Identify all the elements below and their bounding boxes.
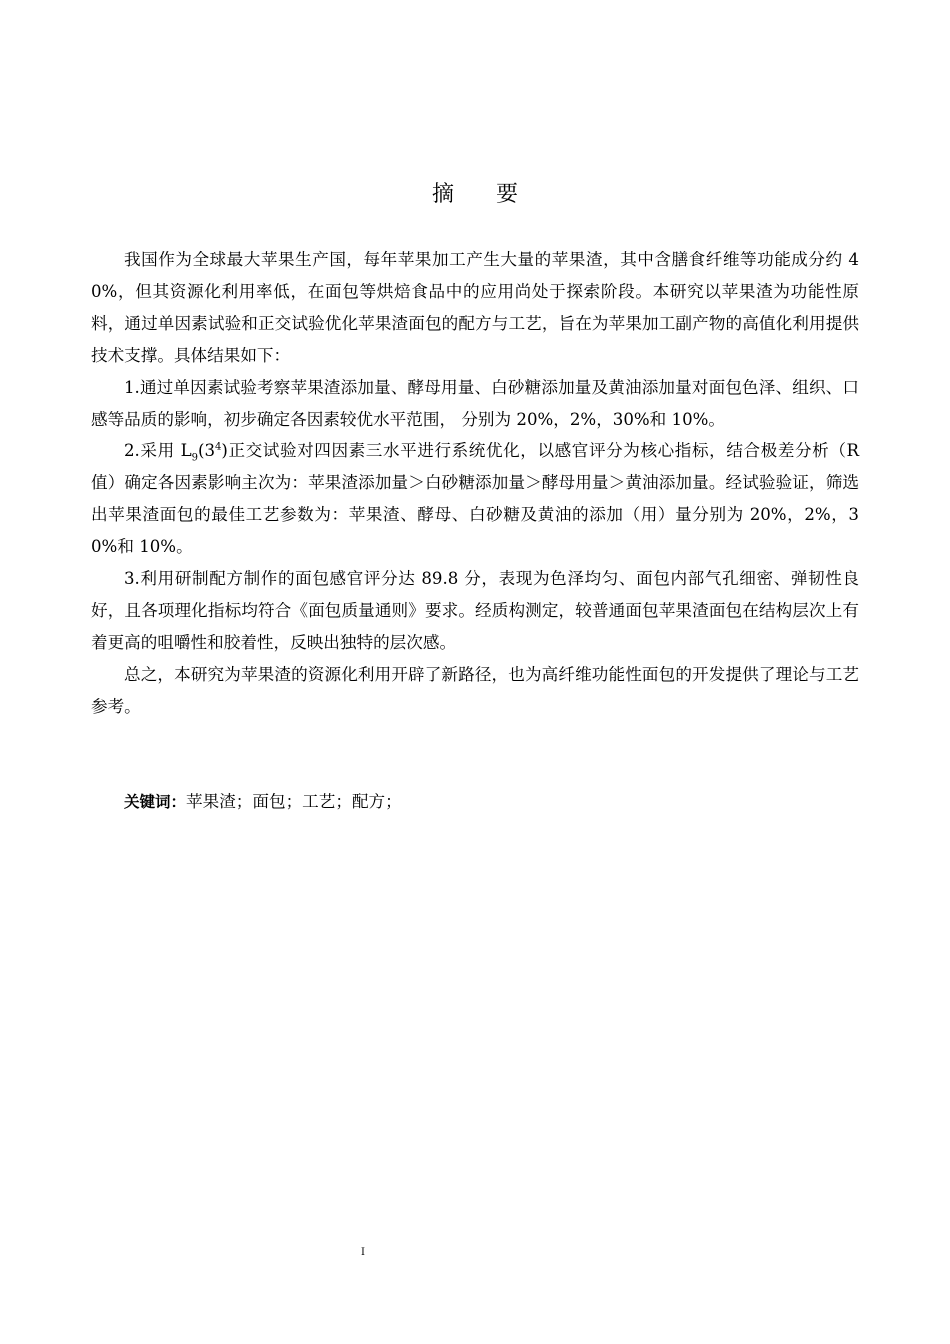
p3-post: )正交试验对四因素三水平进行系统优化，以感官评分为核心指标，结合极差分析（R 值）确定各因素影响主次为：苹果渣添加量＞白砂糖添加量＞酵母用量＞黄油添加量。经试验验证，筛选出苹果渣面包的最佳工艺参数为：苹果渣、酵母、白砂糖及黄油的添加（用）量分别为 20%，2%，30%和 10%。 [91,441,859,557]
keywords-label: 关键词： [124,793,187,811]
abstract-body [91,244,859,723]
paragraph-result-3: 3.利用研制配方制作的面包感官评分达 89.8 分，表现为色泽均匀、面包内部气孔细密、弹韧性良好，且各项理化指标均符合《面包质量通则》要求。经质构测定，较普通面包苹果渣面包在结构层次上有着更高的咀嚼性和胶着性，反映出独特的层次感。 [91,569,859,652]
p3-superscript: 4 [215,441,222,453]
paragraph-result-1: 1.通过单因素试验考察苹果渣添加量、酵母用量、白砂糖添加量及黄油添加量对面包色泽、组织、口感等品质的影响，初步确定各因素较优水平范围， 分别为 20%，2%，30%和 10%。 [91,377,859,429]
p3-subscript: 9 [191,452,198,464]
keywords-value: 苹果渣；面包；工艺；配方； [186,792,402,811]
keywords-line [124,786,402,818]
p3-mid: (3 [197,441,216,461]
paragraph-result-2 [91,435,859,563]
page-title: 摘要 [431,182,560,207]
page-number: I [361,1247,365,1258]
paragraph-intro: 我国作为全球最大苹果生产国，每年苹果加工产生大量的苹果渣，其中含膳食纤维等功能成分约 40%，但其资源化利用率低，在面包等烘焙食品中的应用尚处于探索阶段。本研究以苹果渣为功能性原料，通过单因素试验和正交试验优化苹果渣面包的配方与工艺，旨在为苹果加工副产物的高值化利用提供技术支撑。具体结果如下： [91,250,859,365]
p3-pre: 2.采用 L [124,441,192,461]
paragraph-conclusion: 总之，本研究为苹果渣的资源化利用开辟了新路径，也为高纤维功能性面包的开发提供了理论与工艺参考。 [91,664,859,716]
